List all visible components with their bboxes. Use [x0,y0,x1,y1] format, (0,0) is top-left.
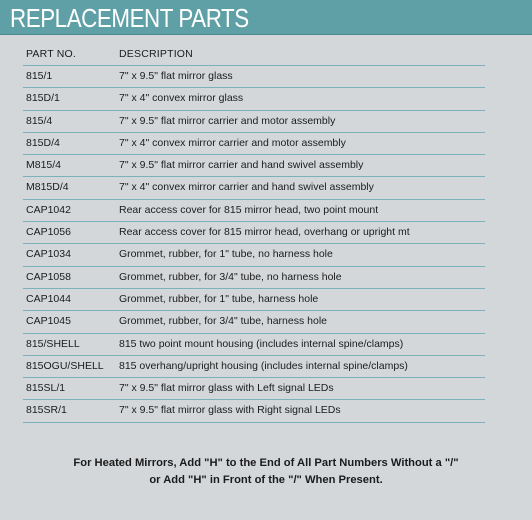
part-number: 815SR/1 [26,404,67,417]
part-number: M815/4 [26,159,62,172]
column-header-part-no: PART NO. [26,48,77,60]
part-number: 815/4 [26,114,53,127]
page-title: REPLACEMENT PARTS [10,3,249,33]
table-row [23,244,485,266]
table-body [23,66,485,423]
heated-mirrors-note [0,455,532,489]
part-number: CAP1044 [26,292,71,305]
part-description: Grommet, rubber, for 3/4" tube, no harness hole [119,270,342,283]
part-number: 815/SHELL [26,337,80,350]
table-row [23,66,485,88]
note-line-2: or Add "H" in Front of the "/" When Present. [149,474,383,486]
table-row [23,88,485,110]
header-banner [0,0,532,35]
part-number: 815/1 [26,70,53,82]
table-row [23,267,485,289]
part-description: 7" x 9.5" flat mirror carrier and motor assembly [119,114,336,127]
part-number: CAP1056 [26,226,71,239]
part-number: 815SL/1 [26,382,66,395]
parts-table [23,44,485,423]
part-number: 815D/1 [26,92,60,105]
table-row [23,356,485,378]
part-description: Grommet, rubber, for 1" tube, no harness hole [119,248,333,261]
table-row [23,222,485,244]
part-number: M815D/4 [26,181,69,194]
table-row [23,155,485,177]
part-number: CAP1058 [26,270,71,283]
part-number: CAP1042 [26,203,71,216]
part-description: 7" x 9.5" flat mirror glass with Right signal LEDs [119,404,341,417]
part-description: Rear access cover for 815 mirror head, two point mount [119,203,379,216]
part-description: 7" x 4" convex mirror carrier and motor assembly [119,136,346,149]
part-description: 815 overhang/upright housing (includes internal spine/clamps) [119,359,408,372]
table-row [23,200,485,222]
part-description: Grommet, rubber, for 3/4" tube, harness hole [119,315,328,328]
table-row [23,111,485,133]
part-number: 815D/4 [26,136,60,149]
part-description: 7" x 9.5" flat mirror carrier and hand swivel assembly [119,159,364,172]
table-row [23,177,485,199]
part-description: Rear access cover for 815 mirror head, overhang or upright mt [119,226,410,239]
table-row [23,334,485,356]
part-description: 7" x 9.5" flat mirror glass with Left signal LEDs [119,382,334,395]
part-description: 815 two point mount housing (includes internal spine/clamps) [119,337,404,350]
table-row [23,311,485,333]
column-header-description: DESCRIPTION [119,48,193,60]
table-row [23,378,485,400]
table-row [23,400,485,422]
part-description: Grommet, rubber, for 1" tube, harness hole [119,292,319,305]
part-description: 7" x 4" convex mirror carrier and hand swivel assembly [119,181,374,194]
table-row [23,289,485,311]
part-description: 7" x 4" convex mirror glass [119,92,244,105]
table-header-row [23,44,485,66]
part-number: CAP1034 [26,248,71,261]
part-number: 815OGU/SHELL [26,359,104,372]
part-number: CAP1045 [26,315,71,328]
note-line-1: For Heated Mirrors, Add "H" to the End of All Part Numbers Without a "/" [73,457,459,469]
part-description: 7" x 9.5" flat mirror glass [119,70,233,82]
table-row [23,133,485,155]
